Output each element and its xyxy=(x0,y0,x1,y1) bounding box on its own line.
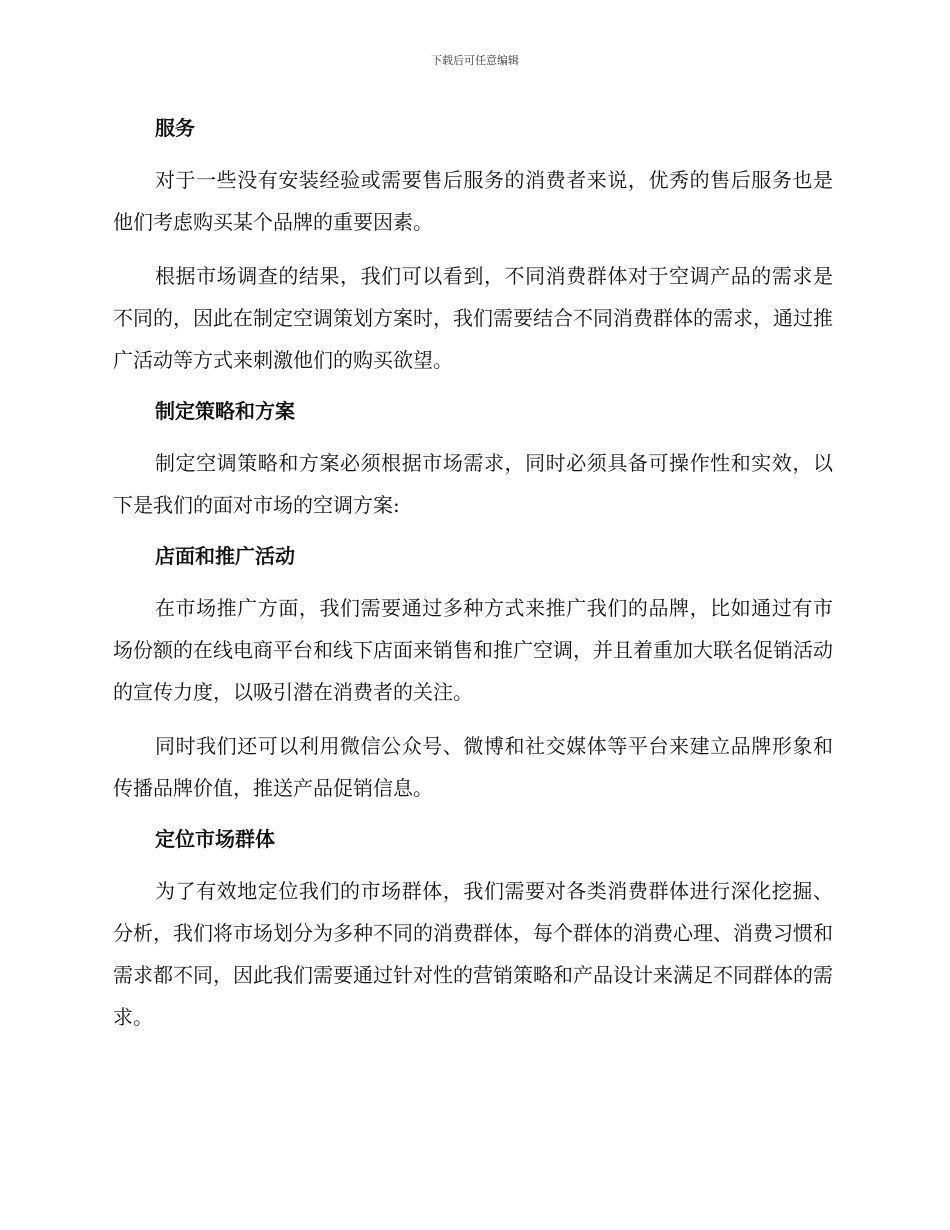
page-header: 下载后可任意编辑 xyxy=(431,54,519,67)
paragraph: 对于一些没有安装经验或需要售后服务的消费者来说，优秀的售后服务也是他们考虑购买某个品牌的重要因素。 xyxy=(113,168,833,234)
section-heading-service: 服务 xyxy=(155,116,195,140)
paragraph: 在市场推广方面，我们需要通过多种方式来推广我们的品牌，比如通过有市场份额的在线电商平台和线下店面来销售和推广空调，并且着重加大联名促销活动的宣传力度，以吸引潜在消费者的关注。 xyxy=(113,596,833,704)
paragraph: 同时我们还可以利用微信公众号、微博和社交媒体等平台来建立品牌形象和传播品牌价值，推送产品促销信息。 xyxy=(113,734,833,800)
section-heading-market-group: 定位市场群体 xyxy=(155,827,275,851)
section-heading-strategy: 制定策略和方案 xyxy=(155,399,295,423)
document-body xyxy=(113,110,833,1038)
paragraph: 根据市场调查的结果，我们可以看到，不同消费群体对于空调产品的需求是不同的，因此在制定空调策划方案时，我们需要结合不同消费群体的需求，通过推广活动等方式来刺激他们的购买欲望。 xyxy=(113,264,833,372)
section-heading-store-promotion: 店面和推广活动 xyxy=(155,544,295,568)
paragraph: 为了有效地定位我们的市场群体，我们需要对各类消费群体进行深化挖掘、分析，我们将市场划分为多种不同的消费群体，每个群体的消费心理、消费习惯和需求都不同，因此我们需要通过针对性的营销策略和产品设计来满足不同群体的需求。 xyxy=(113,879,833,1029)
paragraph: 制定空调策略和方案必须根据市场需求，同时必须具备可操作性和实效，以下是我们的面对市场的空调方案: xyxy=(113,451,833,517)
